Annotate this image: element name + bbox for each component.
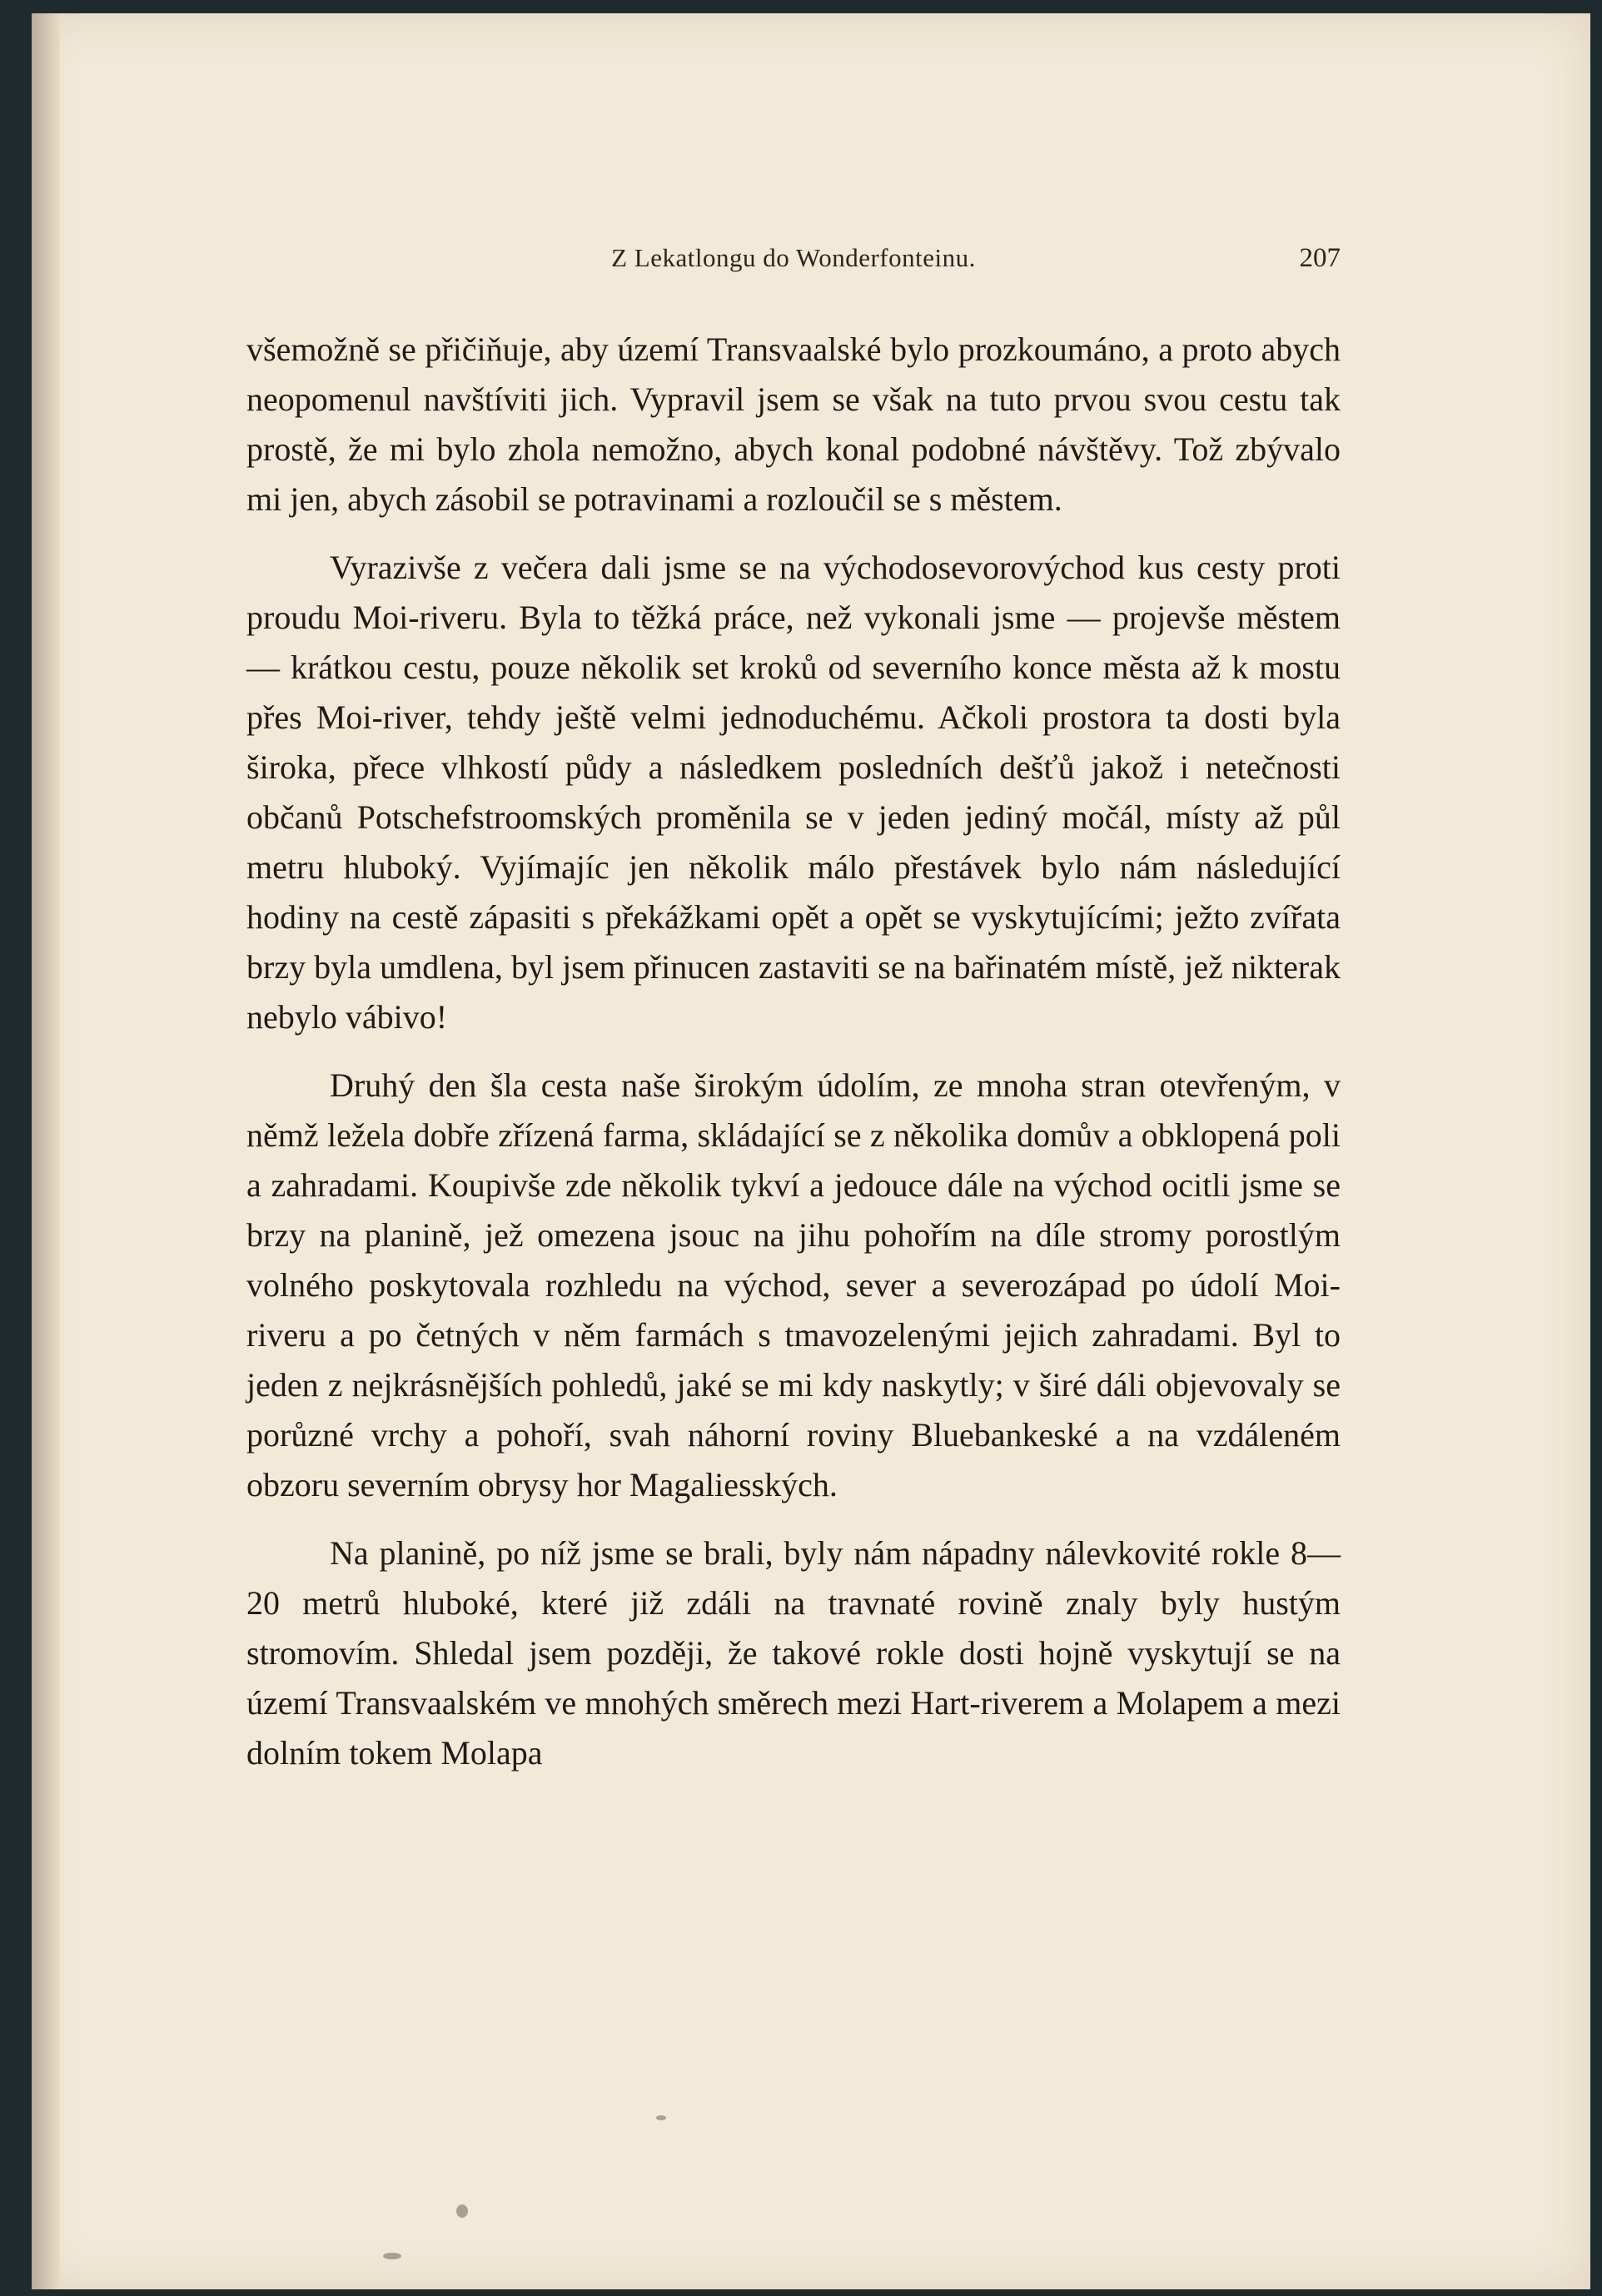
running-title: Z Lekatlongu do Wonderfonteinu. xyxy=(611,243,976,272)
page-gutter xyxy=(32,13,60,2289)
paragraph-1: všemožně se přičiňuje, aby území Transvaalské bylo prozkoumáno, a proto abych neopomenul navštíviti jich. Vypravil jsem se však na tuto prvou svou cestu tak prostě, že mi bylo zhola nemožno, abych konal podobné návštěvy. Tož zbývalo mi jen, abych zásobil se potravinami a rozloučil se s městem. xyxy=(246,330,1341,518)
paragraph-4: Na planině, po níž jsme se brali, byly nám nápadny nálevkovité rokle 8—20 metrů hluboké, které již zdáli na travnaté rovině znaly byly hustým stromovím. Shledal jsem později, že takové rokle dosti hojně vyskytují se na území Transvaalském ve mnohých směrech mezi Hart-riverem a Molapem a mezi dolním tokem Molapa xyxy=(246,1534,1341,1772)
running-header xyxy=(246,243,1341,285)
paper-page xyxy=(32,13,1590,2289)
paragraph-2: Vyrazivše z večera dali jsme se na východosevorovýchod kus cesty proti proudu Moi-riveru. Byla to těžká práce, než vykonali jsme — projevše městem — krátkou cestu, pouze několik set kroků od severního konce města až k mostu přes Moi-river, tehdy ještě velmi jednoduchému. Ačkoli prostora ta dosti byla široka, přece vlhkostí půdy a následkem posledních dešťů jakož i netečnosti občanů Potschefstroomských proměnila se v jeden jediný močál, místy až půl metru hluboký. Vyjímajíc jen několik málo přestávek bylo nám následující hodiny na cestě zápasiti s překážkami opět a opět se vyskytujícími; ježto zvířata brzy byla umdlena, byl jsem přinucen zastaviti se na bařinatém místě, jež nikterak nebylo vábivo! xyxy=(246,549,1341,1036)
paragraph-3: Druhý den šla cesta naše širokým údolím, ze mnoha stran otevřeným, v němž ležela dobře zřízená farma, skládající se z několika domův a obklopená poli a zahradami. Koupivše zde několik tykví a jedouce dále na východ ocitli jsme se brzy na planině, jež omezena jsouc na jihu pohořím na díle stromy porostlým volného poskytovala rozhledu na východ, sever a severozápad po údolí Moi-riveru a po četných v něm farmách s tmavozelenými jejich zahradami. Byl to jeden z nejkrásnějších pohledů, jaké se mi kdy naskytly; v širé dáli objevovaly se porůzné vrchy a pohoří, svah náhorní roviny Bluebankeské a na vzdáleném obzoru severním obrysy hor Magaliesských. xyxy=(246,1066,1341,1503)
ink-speck xyxy=(656,2115,666,2120)
ink-speck xyxy=(456,2204,468,2218)
page-number: 207 xyxy=(1299,243,1341,273)
body-text xyxy=(246,325,1341,1797)
ink-speck xyxy=(383,2253,401,2259)
